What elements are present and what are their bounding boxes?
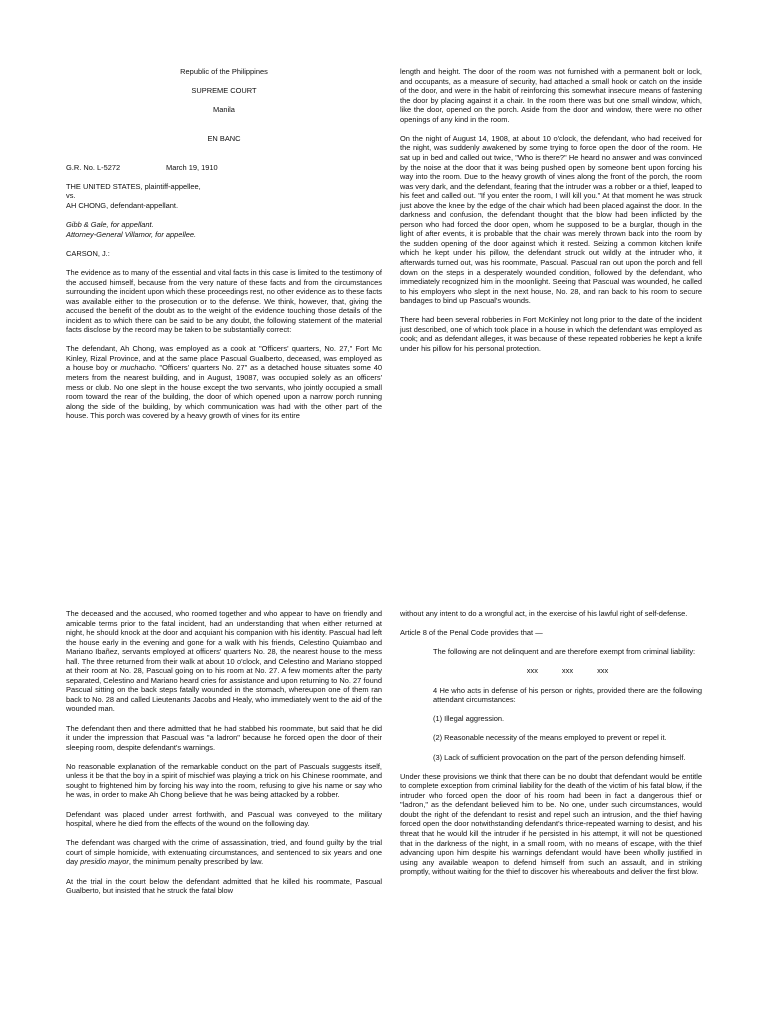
ellipsis-mark: xxx: [526, 666, 538, 676]
defendant: AH CHONG, defendant-appellant.: [66, 200, 179, 210]
paragraph: The defendant then and there admitted that he had stabbed his roommate, but said that he did it under the impression that Pascual was "a ladron" because he forced open the door of their sleeping room, despite defendant's warnings.: [66, 723, 382, 752]
plaintiff: THE UNITED STATES, plaintiff-appellee,: [66, 181, 201, 191]
paragraph: The deceased and the accused, who roomed together and who appear to have on friendly and amicable terms prior to the fatal incident, had an understanding that when either returned at night, he should knock at the door and acquiant his companion with his identity. Pascual had left the house early in the evening and gone for a walk with his friends, Celestino Quiambao and Mariano Ibañez, servants employed at officers' quarters No. 28, the nearest house to the mess hall. The three returned from their walk at about 10 o'clock, and Celestino and Mariano stopped at their room at No. 28, Pascual going on to his room at No. 27. A few moments after the party separated, Celestino and Mariano heard cries for assistance and upon returning to No. 27 found Pascual sitting on the back steps fatally wounded in the stomach, whereupon one of them ran back to No. 28 and called Lieutenants Jacobs and Healy, who immediately went to the aid of the wounded man.: [66, 609, 382, 714]
paragraph: Article 8 of the Penal Code provides that —: [400, 628, 543, 638]
circumstance-item: (2) Reasonable necessity of the means employed to prevent or repel it.: [433, 733, 667, 743]
circumstance-item: (1) Illegal aggression.: [433, 714, 505, 724]
counsel-appellee: Attorney-General Villamor, for appellee.: [66, 229, 197, 239]
paragraph: At the trial in the court below the defendant admitted that he killed his roommate, Pascual Gualberto, but insisted that he struck the fatal blow: [66, 876, 382, 896]
paragraph: without any intent to do a wrongful act, in the exercise of his lawful right of self-defense.: [400, 609, 688, 618]
ellipsis-mark: xxx: [597, 666, 609, 676]
paragraph: There had been several robberies in Fort McKinley not long prior to the date of the incident just described, one of which took place in a house in which the defendant was employed as cook; and as defendant alleges, it was because of these repeated robberies he kept a knife under his pillow for his personal protection.: [400, 315, 702, 353]
paragraph: The defendant was charged with the crime of assassination, tried, and found guilty by the trial court of simple homicide, with extenuating circumstances, and sentenced to six years and one day presidio mayor, the minimum penalty prescribed by law.: [66, 838, 382, 867]
case-number-line: [66, 163, 382, 173]
paragraph: No reasonable explanation of the remarkable conduct on the part of Pascuals suggests itself, unless it be that the boy in a spirit of mischief was playing a trick on his Chinese roommate, and sought to frightened him by forcing his way into the room, refusing to give his name or say who he was, in order to make Ah Chong believe that he was being attacked by a robber.: [66, 761, 382, 800]
page1-left-column: [66, 67, 382, 430]
header-court: SUPREME COURT: [191, 86, 257, 96]
case-date: March 19, 1910: [166, 162, 218, 172]
paragraph: On the night of August 14, 1908, at about 10 o'clock, the defendant, who had received for the night, was suddenly awakened by some trying to force open the door of the room. He sat up in bed and called out twice, "Who is there?" He heard no answer and was convinced by the noise at the door that it was being pushed open by someone bent upon forcing his way into the room. Due to the heavy growth of vines along the front of the porch, the room was very dark, and the defendant, fearing that the intruder was a robber or a thief, leaped to his feet and called out. "If you enter the room, I will kill you." At that moment he was struck just above the knee by the edge of the chair which had been placed against the door. In the darkness and confusion, the defendant thought that the blow had been inflicted by the person who had forced the door open, whom he supposed to be a burglar, though in the light of after events, it is probable that the chair was merely thrown back into the room by the sudden opening of the door against which it rested. Seizing a common kitchen knife which he kept under his pillow, the defendant struck out wildly at the intruder who, it afterwards turned out, was his roommate, Pascual. Pascual ran out upon the porch and fell down on the steps in a desperately wounded condition, followed by the defendant, who immediately recognized him in the moonlight. Seeing that Pascual was wounded, he called to his employers who slept in the next house, No. 28, and ran back to his room to secure bandages to bind up Pascual's wounds.: [400, 133, 702, 306]
header-division: EN BANC: [207, 134, 241, 144]
circumstance-item: (3) Lack of sufficient provocation on the part of the person defending himself.: [433, 752, 686, 762]
paragraph: length and height. The door of the room was not furnished with a permanent bolt or lock, and occupants, as a measure of security, had attached a small hook or catch on the inside of the door, and were in the habit of reinforcing this somewhat insecure means of fastening the door by placing against it a chair. In the room there was but one small window, which, like the door, opened on the porch. Aside from the door and window, there were no other openings of any kind in the room.: [400, 67, 702, 124]
case-number: G.R. No. L-5272: [66, 162, 121, 172]
quote-paragraph: 4 He who acts in defense of his person or rights, provided there are the following attendant circumstances:: [433, 685, 702, 705]
header-city: Manila: [213, 105, 235, 115]
page2-right-column: [400, 609, 702, 886]
paragraph: Defendant was placed under arrest forthwith, and Pascual was conveyed to the military hospital, where he died from the effects of the wound on the following day.: [66, 809, 382, 829]
header-country: Republic of the Philippines: [180, 67, 268, 76]
ellipsis-mark: xxx: [561, 666, 574, 676]
ellipsis-row: [433, 666, 702, 676]
page2-left-column: [66, 609, 382, 905]
paragraph: The evidence as to many of the essential and vital facts in this case is limited to the testimony of the accused himself, because from the very nature of these facts and from the circumstances surrounding the incident upon which these proceedings rest, no other evidence as to these facts was available either to the prosecution or to the defense. We think, however, that, giving the accused the benefit of the doubt as to the weight of the evidence touching those details of the incident as to which there can be said to be any doubt, the following statement of the material facts disclose by the record may be taken to be substantially correct:: [66, 267, 382, 335]
paragraph: The defendant, Ah Chong, was employed as a cook at "Officers' quarters, No. 27," Fort Mc Kinley, Rizal Province, and at the same place Pascual Gualberto, deceased, was employed as a house boy or muchacho. "Officers' quarters No. 27" as a detached house situates some 40 meters from the nearest building, and in August, 19087, was occupied solely as an officers' mess or club. No one slept in the house except the two servants, who jointly occupied a small room toward the rear of the building, the door of which opened upon a narrow porch running along the side of the building, by which communication was had with the other part of the house. This porch was covered by a heavy growth of vines for its entire: [66, 344, 382, 421]
justice: CARSON, J.:: [66, 248, 110, 258]
quote-paragraph: The following are not delinquent and are therefore exempt from criminal liability:: [433, 647, 696, 657]
counsel-appellant: Gibb & Gale, for appellant.: [66, 220, 154, 230]
paragraph: Under these provisions we think that there can be no doubt that defendant would be entitle to complete exception from criminal liability for the death of the victim of his fatal blow, if the intruder who forced open the door of his room had been in fact a dangerous thief or "ladron," as the defendant believed him to be. No one, under such circumstances, would doubt the right of the defendant to resist and repel such an intrusion, and the thief having forced open the door notwithstanding defendant's thrice-repeated warning to desist, and his threat that he would kill the intruder if he persisted in his attempt, it will not be questioned that in the darkness of the night, in a small room, with no means of escape, with the thief advancing upon him despite his warnings defendant would have been wholly justified in using any available weapon to defend himself from such an assault, and in striking promptly, without waiting for the thief to discover his whereabouts and deliver the first blow.: [400, 771, 702, 877]
page1-right-column: [400, 67, 702, 363]
versus: vs.: [66, 191, 76, 201]
